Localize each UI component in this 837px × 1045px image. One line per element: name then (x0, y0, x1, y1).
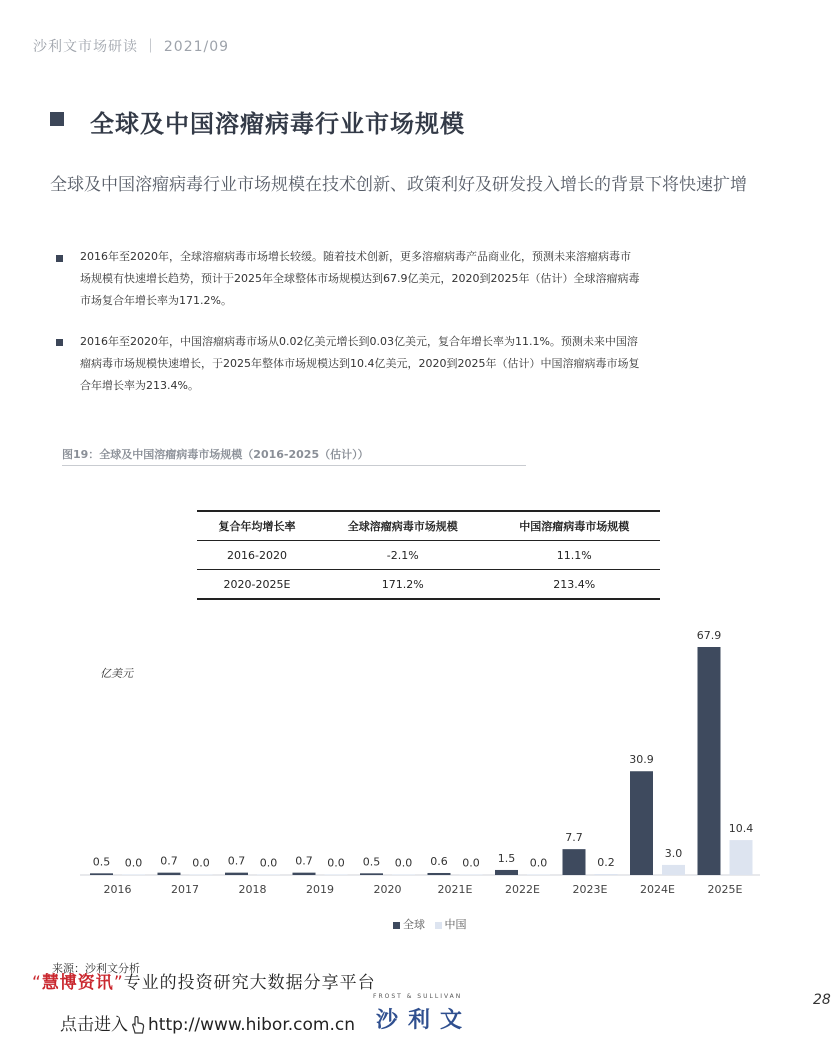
bar-global-2022E (495, 870, 518, 875)
frost-sullivan-wordmark: FROST & SULLIVAN (373, 993, 463, 1000)
data-label-global-2025E: 67.9 (696, 629, 722, 642)
data-label-global-2023E: 7.7 (565, 831, 583, 845)
bar-global-2016 (90, 873, 113, 875)
sullivan-logo: 沙利文 (376, 1008, 473, 1033)
promo-brand: 慧博资讯 (41, 973, 114, 993)
bar-china-2025E (730, 840, 753, 875)
data-label-global-2020: 0.5 (362, 855, 381, 869)
cagr-header-global: 全球溶瘤病毒市场规模 (317, 511, 488, 541)
table-row (197, 541, 660, 570)
hand-pointer-icon (130, 1016, 146, 1034)
data-label-global-2024E: 30.9 (629, 753, 654, 767)
promo-quote-close: ” (113, 973, 124, 993)
title-square-icon (50, 112, 64, 126)
table-cell: 171.2% (317, 570, 488, 600)
bar-global-2023E (563, 849, 586, 875)
data-label-china-2016: 0.0 (124, 856, 143, 870)
x-tick-label-2019: 2019 (306, 883, 334, 896)
promo-entry[interactable] (60, 1010, 355, 1035)
legend-swatch-china (435, 922, 442, 929)
bar-china-2022E (527, 874, 550, 875)
bar-china-2019 (325, 874, 348, 875)
x-tick-label-2017: 2017 (171, 883, 199, 896)
x-tick-label-2025E: 2025E (707, 883, 743, 896)
page-number: 28 (813, 992, 831, 1008)
bullet-square-icon (56, 339, 63, 346)
data-label-global-2022E: 1.5 (497, 851, 516, 865)
table-row (197, 570, 660, 600)
cagr-header-china: 中国溶瘤病毒市场规模 (489, 511, 661, 541)
data-label-global-2021E: 0.6 (430, 854, 448, 868)
bullet-paragraph-global: 2016年至2020年，全球溶瘤病毒市场增长较缓。随着技术创新，更多溶瘤病毒产品商业化，预测未来溶瘤病毒市场规模有快速增长趋势，预计于2025年全球整体市场规模达到67.9亿美元，2020到2025年（估计）全球溶瘤病毒市场复合年增长率为171.2%。 (80, 250, 640, 307)
table-cell: 2016-2020 (197, 541, 317, 570)
x-tick-label-2022E: 2022E (505, 883, 540, 896)
bullet-paragraph-china: 2016年至2020年，中国溶瘤病毒市场从0.02亿美元增长到0.03亿美元，复合年增长率为11.1%。预测未来中国溶瘤病毒市场规模快速增长，于2025年整体市场规模达到10.4亿美元，2020到2025年（估计）中国溶瘤病毒市场复合年增长率为213.4%。 (80, 335, 640, 392)
bar-china-2016 (122, 874, 145, 875)
data-label-china-2020: 0.0 (394, 856, 413, 870)
promo-entry-label: 点击进入 (60, 1015, 128, 1035)
data-label-china-2025E: 10.4 (728, 822, 754, 836)
promo-quote-open: “ (32, 973, 42, 993)
chart-legend (393, 916, 473, 932)
bar-china-2023E (595, 874, 618, 875)
bar-china-2018 (257, 874, 280, 875)
legend-swatch-global (393, 922, 400, 929)
header-brand: 沙利文市场研读 ｜ 2021/09 (33, 39, 230, 55)
data-label-china-2018: 0.0 (259, 856, 278, 870)
data-label-china-2019: 0.0 (327, 856, 345, 870)
page-title: 全球及中国溶瘤病毒行业市场规模 (90, 110, 465, 138)
legend-item-global (393, 918, 425, 931)
legend-item-china (435, 918, 467, 931)
cagr-header-period: 复合年均增长率 (197, 511, 317, 541)
bar-chart (60, 620, 780, 910)
subtitle: 全球及中国溶瘤病毒行业市场规模在技术创新、政策利好及研发投入增长的背景下将快速扩增 (50, 175, 747, 195)
figure-divider (62, 465, 526, 466)
promo-url-link[interactable]: http://www.hibor.com.cn (148, 1015, 355, 1035)
x-tick-label-2016: 2016 (103, 883, 132, 896)
data-label-china-2023E: 0.2 (597, 856, 615, 869)
data-label-china-2017: 0.0 (192, 856, 210, 870)
bar-global-2020 (360, 873, 383, 875)
data-label-global-2017: 0.7 (160, 854, 178, 868)
data-label-global-2019: 0.7 (295, 854, 313, 868)
data-label-china-2022E: 0.0 (529, 856, 548, 870)
data-label-china-2024E: 3.0 (664, 846, 683, 860)
cagr-table (197, 510, 660, 600)
promo-banner (32, 968, 376, 993)
x-tick-label-2018: 2018 (238, 883, 267, 896)
figure-caption: 图19：全球及中国溶瘤病毒市场规模（2016-2025（估计）） (62, 448, 369, 461)
x-tick-label-2024E: 2024E (640, 883, 675, 896)
bar-global-2018 (225, 873, 248, 875)
bar-china-2017 (190, 874, 213, 875)
promo-tagline: 专业的投资研究大数据分享平台 (123, 973, 376, 993)
cagr-table-header-row (197, 511, 660, 541)
bar-china-2024E (662, 865, 685, 875)
x-tick-label-2023E: 2023E (572, 883, 608, 896)
source-note: 来源：沙利文分析 (52, 962, 140, 975)
x-tick-label-2021E: 2021E (437, 883, 473, 896)
table-cell: 2020-2025E (197, 570, 317, 600)
data-label-global-2016: 0.5 (92, 855, 111, 869)
bar-global-2025E (698, 647, 721, 875)
table-cell: 11.1% (489, 541, 661, 570)
legend-label-global: 全球 (403, 918, 425, 931)
bar-global-2024E (630, 771, 653, 875)
legend-label-china: 中国 (444, 918, 467, 931)
y-axis-unit-label: 亿美元 (100, 667, 133, 680)
bar-china-2020 (392, 874, 415, 875)
bar-global-2019 (293, 873, 316, 875)
bullet-square-icon (56, 255, 63, 262)
bar-china-2021E (460, 874, 483, 875)
data-label-china-2021E: 0.0 (462, 856, 480, 870)
table-cell: 213.4% (489, 570, 661, 600)
x-tick-label-2020: 2020 (373, 883, 402, 896)
bar-global-2017 (158, 873, 181, 875)
bar-global-2021E (428, 873, 451, 875)
table-cell: -2.1% (317, 541, 488, 570)
data-label-global-2018: 0.7 (227, 854, 246, 868)
